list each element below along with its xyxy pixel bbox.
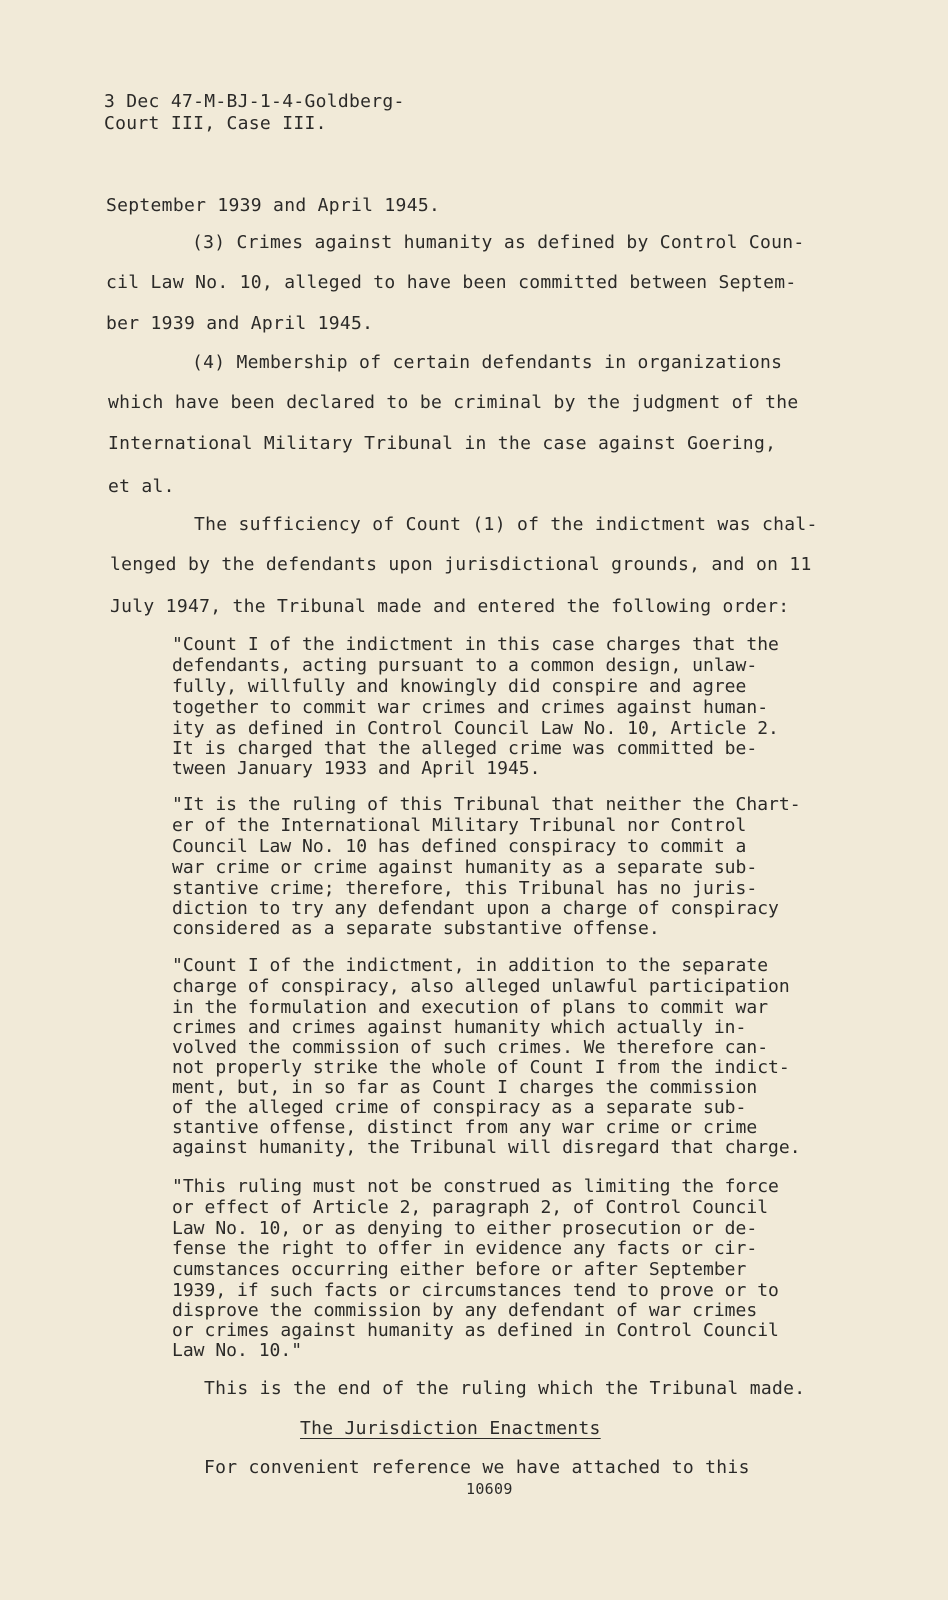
paragraph-line: et al. xyxy=(108,476,175,497)
quote-line: 1939, if such facts or circumstances tend to prove or to xyxy=(172,1280,779,1301)
quote-line: together to commit war crimes and crimes against human- xyxy=(172,697,769,718)
quote-line: of the alleged crime of conspiracy as a separate sub- xyxy=(172,1097,747,1118)
quote-line: stantive crime; therefore, this Tribunal has no juris- xyxy=(172,878,758,899)
quote-line: "Count I of the indictment in this case charges that the xyxy=(172,634,779,655)
quote-line: against humanity, the Tribunal will disregard that charge. xyxy=(172,1137,801,1158)
paragraph-line: (4) Membership of certain defendants in organizations xyxy=(192,352,783,373)
quote-line: crimes and crimes against humanity which actually in- xyxy=(172,1017,747,1038)
paragraph-line: This is the end of the ruling which the Tribunal made. xyxy=(204,1378,806,1399)
quote-line: Council Law No. 10 has defined conspiracy to commit a xyxy=(172,836,747,857)
quote-line: cumstances occurring either before or after September xyxy=(172,1259,747,1280)
paragraph-line: The sufficiency of Count (1) of the indictment was chal- xyxy=(194,514,818,535)
paragraph-line: lenged by the defendants upon jurisdictional grounds, and on 11 xyxy=(110,554,812,575)
quote-line: charge of conspiracy, also alleged unlawful participation xyxy=(172,976,790,997)
quote-line: fense the right to offer in evidence any facts or cir- xyxy=(172,1238,758,1259)
quote-line: not properly strike the whole of Count I from the indict- xyxy=(172,1057,790,1078)
quote-line: volved the commission of such crimes. We therefore can- xyxy=(172,1037,769,1058)
paragraph-line: July 1947, the Tribunal made and entered the following order: xyxy=(110,596,790,617)
paragraph-line: International Military Tribunal in the case against Goering, xyxy=(108,433,777,454)
quote-line: disprove the commission by any defendant of war crimes xyxy=(172,1300,758,1321)
header-line-1: 3 Dec 47-M-BJ-1-4-Goldberg- xyxy=(104,91,405,112)
paragraph-line: September 1939 and April 1945. xyxy=(106,195,441,216)
quote-line: defendants, acting pursuant to a common design, unlaw- xyxy=(172,655,758,676)
header-line-2: Court III, Case III. xyxy=(104,113,327,134)
quote-line: er of the International Military Tribunal nor Control xyxy=(172,815,747,836)
quote-line: diction to try any defendant upon a charge of conspiracy xyxy=(172,898,779,919)
section-heading: The Jurisdiction Enactments xyxy=(300,1418,601,1439)
paragraph-line: For convenient reference we have attached to this xyxy=(204,1457,750,1478)
quote-line: in the formulation and execution of plans to commit war xyxy=(172,997,769,1018)
quote-line: considered as a separate substantive offense. xyxy=(172,918,660,939)
quote-line: It is charged that the alleged crime was committed be- xyxy=(172,738,758,759)
page-number: 10609 xyxy=(466,1480,513,1498)
quote-line: tween January 1933 and April 1945. xyxy=(172,758,541,779)
quote-line: ity as defined in Control Council Law No. 10, Article 2. xyxy=(172,718,779,739)
paragraph-line: cil Law No. 10, alleged to have been committed between Septem- xyxy=(106,272,797,293)
paragraph-line: ber 1939 and April 1945. xyxy=(106,313,374,334)
paragraph-line: (3) Crimes against humanity as defined by Control Coun- xyxy=(192,232,805,253)
quote-line: war crime or crime against humanity as a separate sub- xyxy=(172,857,758,878)
quote-line: Law No. 10, or as denying to either prosecution or de- xyxy=(172,1218,758,1239)
quote-line: "This ruling must not be construed as limiting the force xyxy=(172,1176,779,1197)
quote-line: or effect of Article 2, paragraph 2, of Control Council xyxy=(172,1197,769,1218)
quote-line: "It is the ruling of this Tribunal that neither the Chart- xyxy=(172,794,801,815)
quote-line: stantive offense, distinct from any war crime or crime xyxy=(172,1117,758,1138)
quote-line: fully, willfully and knowingly did conspire and agree xyxy=(172,676,747,697)
quote-line: "Count I of the indictment, in addition to the separate xyxy=(172,955,769,976)
paragraph-line: which have been declared to be criminal by the judgment of the xyxy=(108,392,799,413)
quote-line: or crimes against humanity as defined in Control Council xyxy=(172,1320,779,1341)
quote-line: Law No. 10." xyxy=(172,1340,303,1361)
quote-line: ment, but, in so far as Count I charges the commission xyxy=(172,1077,758,1098)
